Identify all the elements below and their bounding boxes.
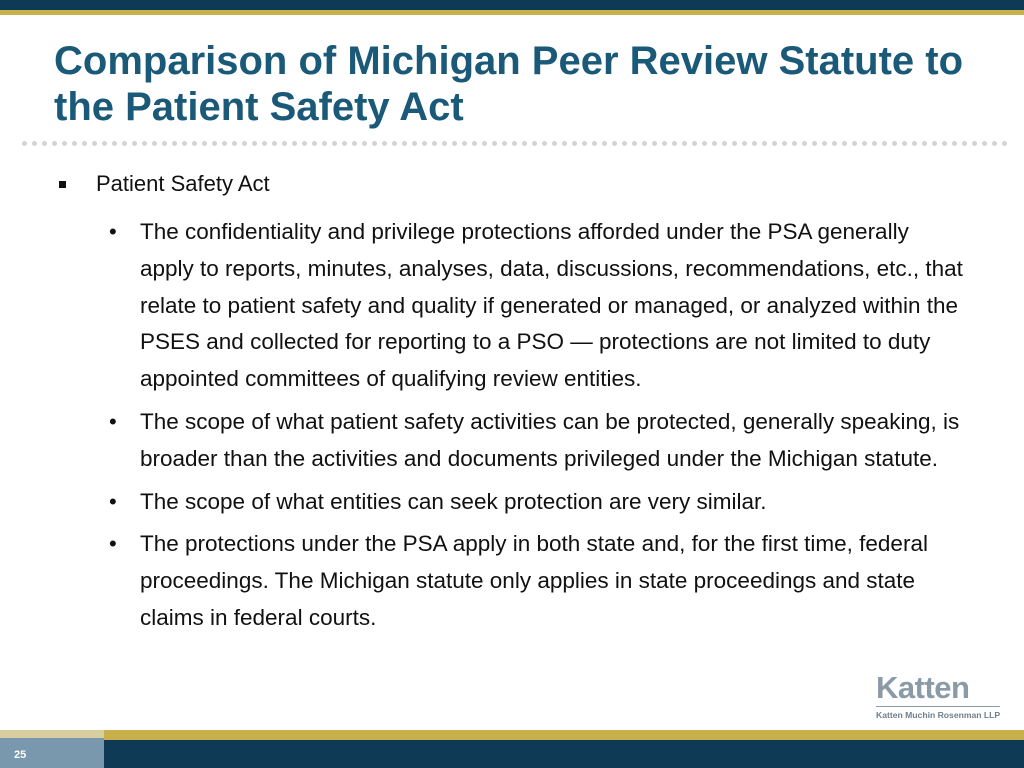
slide-content	[0, 170, 1024, 643]
sub-bullet-item	[109, 214, 964, 398]
sub-bullet-text: The confidentiality and privilege protections afforded under the PSA generally apply to reports, minutes, analyses, data, discussions, recommendations, etc., that relate to patient safety and quality if generated or managed, or analyzed within the PSES and collected for reporting to a PSO — protections are not limited to duty appointed committees of qualifying review entities.	[140, 219, 963, 392]
sub-bullet-item	[109, 526, 964, 636]
round-bullet-icon: •	[109, 488, 117, 514]
sub-bullet-text: The scope of what patient safety activities can be protected, generally speaking, is broader than the activities and documents privileged under the Michigan statute.	[140, 408, 960, 471]
bullet-heading	[96, 170, 1024, 198]
logo-wordmark: Katten	[876, 670, 970, 705]
company-logo	[876, 672, 1002, 720]
sub-bullet-text: The scope of what entities can seek protection are very similar.	[140, 488, 767, 514]
sub-bullet-item	[109, 404, 964, 478]
top-bar-gold	[0, 10, 1024, 15]
square-bullet-icon	[59, 181, 66, 188]
sub-bullet-text: The protections under the PSA apply in both state and, for the first time, federal proceedings. The Michigan statute only applies in state proceedings and state claims in federal courts.	[140, 531, 928, 630]
sub-bullet-list	[0, 214, 1024, 637]
top-bar-dark	[0, 0, 1024, 10]
sub-bullet-item	[109, 484, 964, 521]
page-number-box	[0, 738, 104, 768]
page-number: 25	[14, 749, 27, 761]
bottom-bar-dark	[104, 740, 1024, 768]
logo-divider	[876, 706, 1000, 707]
logo-subtitle: Katten Muchin Rosenman LLP	[876, 710, 1001, 720]
round-bullet-icon: •	[109, 408, 117, 434]
title-divider	[22, 141, 1008, 146]
bottom-bar-light	[0, 730, 104, 738]
slide-title: Comparison of Michigan Peer Review Statute to the Patient Safety Act	[54, 39, 964, 129]
round-bullet-icon: •	[109, 531, 117, 557]
bottom-bar-gold	[104, 730, 1024, 740]
round-bullet-icon: •	[109, 219, 117, 244]
bullet-heading-text: Patient Safety Act	[96, 171, 270, 196]
